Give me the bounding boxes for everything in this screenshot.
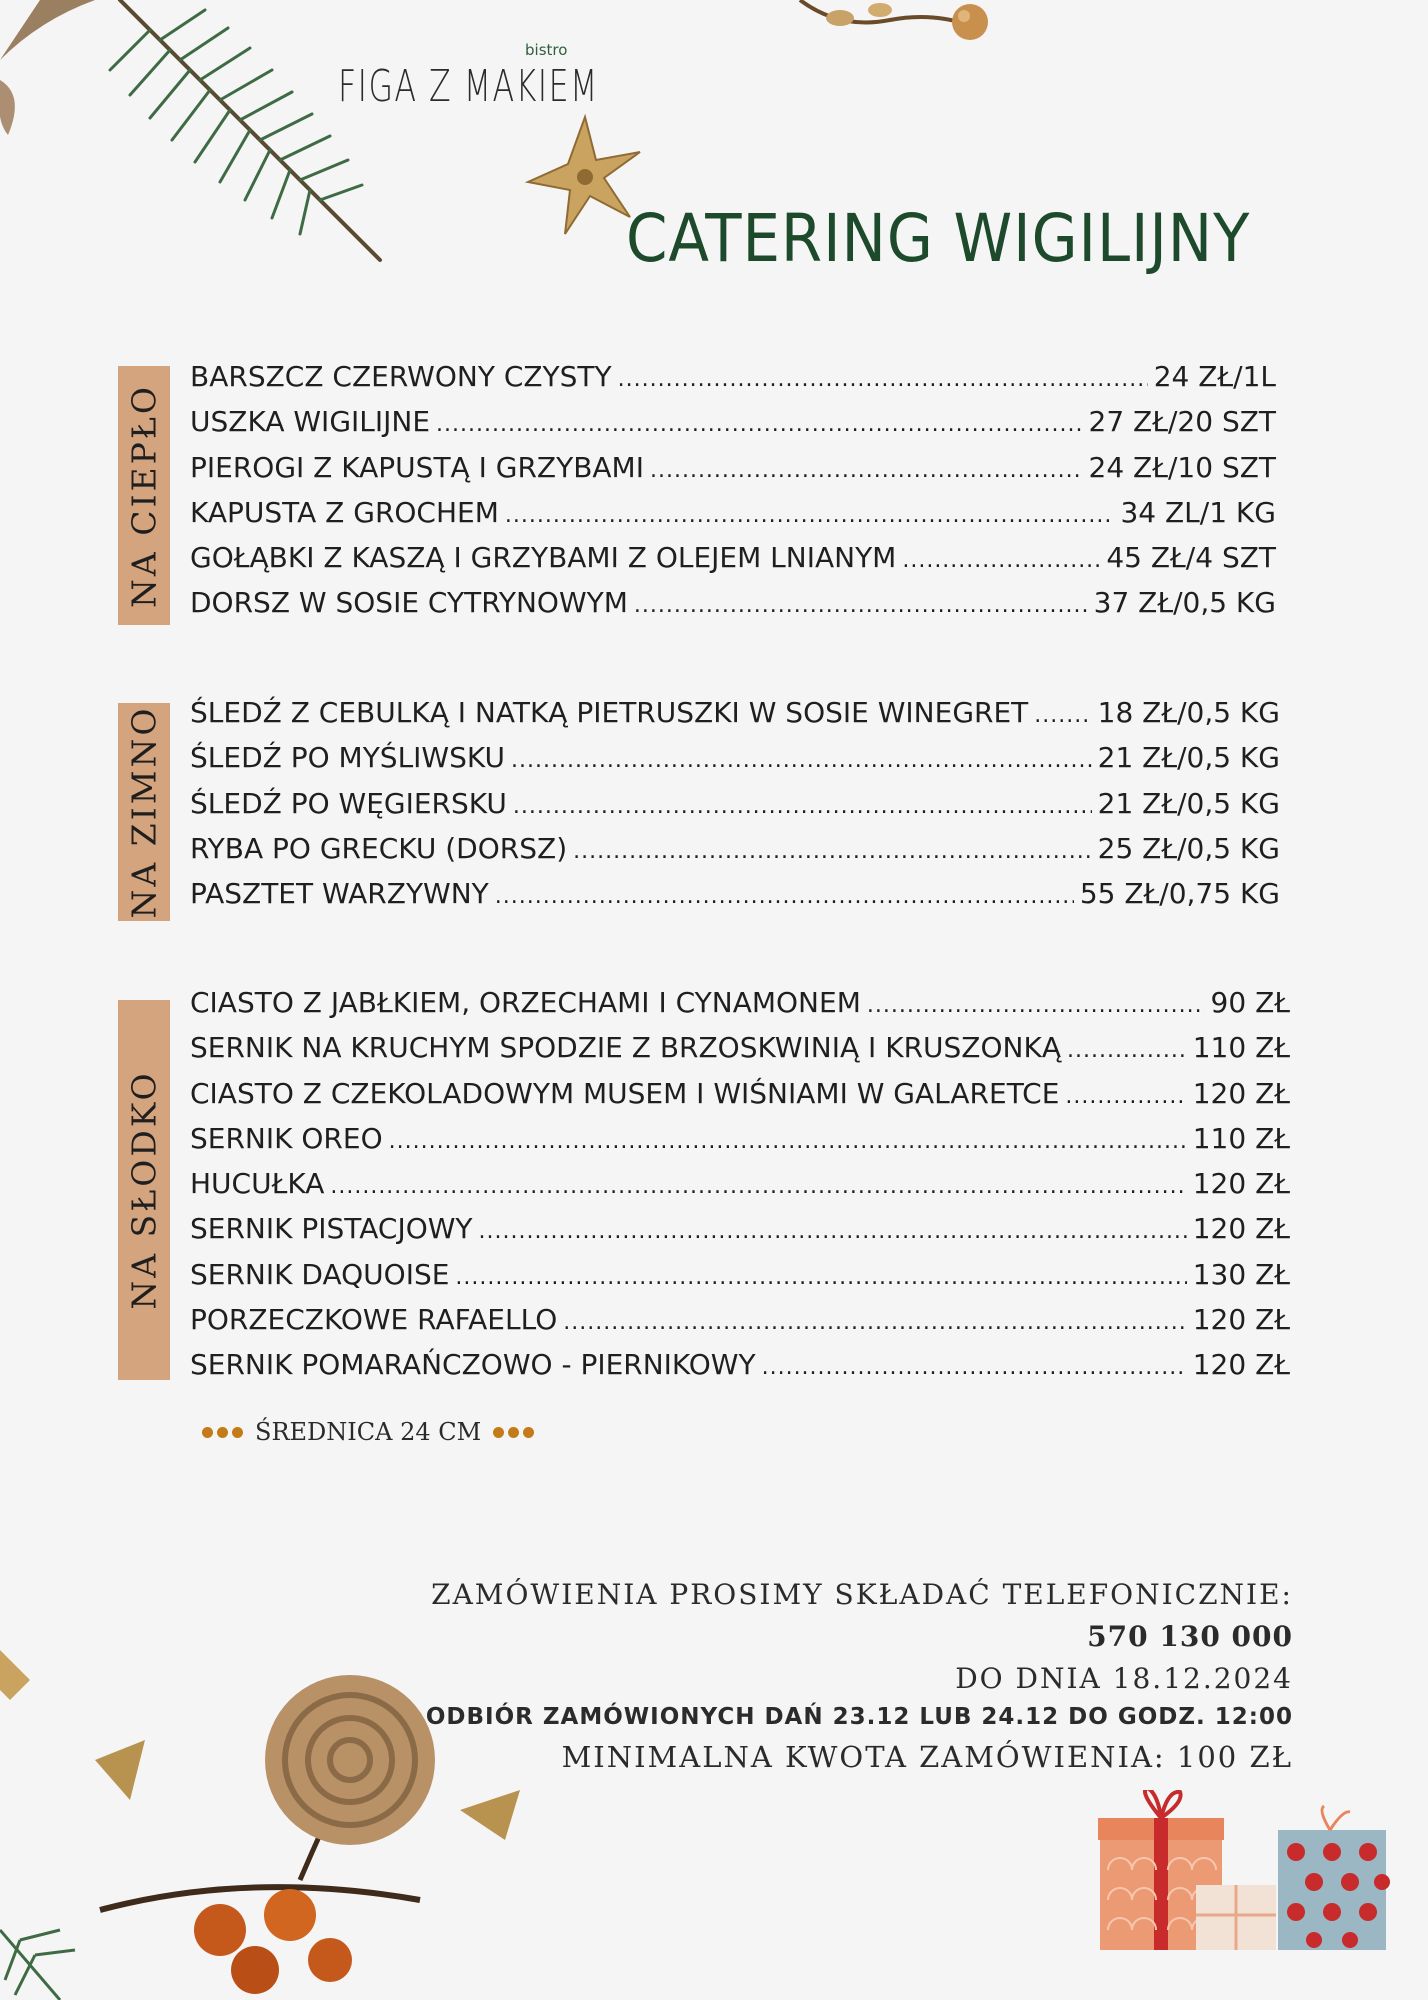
menu-item-price: 25 ZŁ/0,5 KG [1097,831,1280,865]
menu-item-price: 120 ZŁ [1192,1167,1290,1201]
dots-decoration-left [202,1427,243,1438]
menu-item-name: SERNIK NA KRUCHYM SPODZIE Z BRZOSKWINIĄ I KRUSZONKĄ [190,1031,1061,1065]
menu-item [190,1122,1290,1167]
menu-item-price: 130 ZŁ [1192,1257,1290,1291]
menu-item [190,832,1280,877]
dots-decoration-right [493,1427,534,1438]
menu-item-name: CIASTO Z JABŁKIEM, ORZECHAMI I CYNAMONEM [190,986,861,1019]
menu-item-price: 24 ZŁ/10 SZT [1088,450,1276,484]
menu-item-price: 55 ZŁ/0,75 KG [1079,877,1280,911]
menu-item-name: PORZECZKOWE RAFAELLO [190,1303,558,1337]
menu-item-price: 27 ZŁ/20 SZT [1088,405,1276,439]
gift-boxes-icon [1098,1790,1398,2000]
menu-item [190,1167,1290,1212]
menu-item [190,696,1280,741]
menu-item-name: SERNIK OREO [190,1121,383,1155]
menu-item-price: 120 ZŁ [1192,1303,1290,1337]
menu-item-name: CIASTO Z CZEKOLADOWYM MUSEM I WIŚNIAMI W GALARETCE [190,1076,1060,1110]
menu-item [190,1077,1290,1122]
menu-item [190,360,1276,405]
menu-item [190,1348,1290,1393]
section-label-cold: NA ZIMNO [118,703,170,921]
menu-item-name: GOŁĄBKI Z KASZĄ I GRZYBAMI Z OLEJEM LNIANYM [190,541,897,575]
menu-item-price: 90 ZŁ [1210,986,1290,1019]
menu-item-name: ŚLEDŹ Z CEBULKĄ I NATKĄ PIETRUSZKI W SOSIE WINEGRET [190,696,1029,729]
menu-item-price: 120 ZŁ [1192,1212,1290,1246]
section-sweet-list [190,986,1290,1394]
menu-item [190,405,1276,450]
menu-item-name: ŚLEDŹ PO MYŚLIWSKU [190,741,505,775]
menu-item-name: ŚLEDŹ PO WĘGIERSKU [190,786,507,820]
menu-item-name: SERNIK DAQUOISE [190,1257,450,1291]
menu-item [190,1212,1290,1257]
menu-item-price: 110 ZŁ [1192,1121,1290,1155]
menu-item [190,586,1276,631]
menu-item-price: 21 ZŁ/0,5 KG [1097,741,1280,775]
menu-item [190,1031,1290,1076]
menu-item-name: PIEROGI Z KAPUSTĄ I GRZYBAMI [190,450,644,484]
menu-item [190,1258,1290,1303]
menu-item-price: 34 ZL/1 KG [1120,495,1276,529]
page-title: CATERING WIGILIJNY [626,200,1251,277]
menu-item [190,451,1276,496]
section-hot-list [190,360,1276,632]
golden-twig-icon [780,0,1000,60]
minimum-order: MINIMALNA KWOTA ZAMÓWIENIA: 100 ZŁ [561,1740,1293,1774]
menu-item-price: 120 ZŁ [1192,1348,1290,1382]
menu-item-price: 110 ZŁ [1192,1031,1290,1065]
menu-item-price: 18 ZŁ/0,5 KG [1097,696,1280,729]
menu-item-price: 24 ZŁ/1L [1153,360,1276,393]
pickup-info: ODBIÓR ZAMÓWIONYCH DAŃ 23.12 LUB 24.12 DO GODZ. 12:00 [425,1704,1293,1730]
menu-item-price: 37 ZŁ/0,5 KG [1093,586,1276,620]
section-label-sweet: NA SŁODKO [118,1000,170,1380]
fir-branch-top-icon [0,0,420,280]
menu-item-name: DORSZ W SOSIE CYTRYNOWYM [190,586,628,620]
menu-item-price: 45 ZŁ/4 SZT [1106,541,1276,575]
logo-subtitle: bistro [525,41,568,59]
size-note [190,1418,546,1446]
size-note-text: ŚREDNICA 24 CM [255,1418,482,1446]
bistro-logo [338,41,599,125]
menu-item-name: SERNIK PISTACJOWY [190,1212,473,1246]
menu-item [190,496,1276,541]
menu-item [190,986,1290,1031]
phone-number: 570 130 000 [1087,1620,1293,1653]
menu-item [190,1303,1290,1348]
menu-item [190,787,1280,832]
order-deadline: DO DNIA 18.12.2024 [955,1662,1293,1695]
menu-item-price: 120 ZŁ [1192,1076,1290,1110]
logo-text: FIGA Z MAKIEM [338,61,599,112]
menu-item-name: SERNIK POMARAŃCZOWO - PIERNIKOWY [190,1348,756,1382]
menu-item-name: KAPUSTA Z GROCHEM [190,495,499,529]
menu-item-name: BARSZCZ CZERWONY CZYSTY [190,360,612,393]
section-cold-list [190,696,1280,922]
order-instructions: ZAMÓWIENIA PROSIMY SKŁADAĆ TELEFONICZNIE: [431,1578,1293,1611]
menu-item [190,541,1276,586]
menu-item-name: RYBA PO GRECKU (DORSZ) [190,831,568,865]
menu-item-name: PASZTET WARZYWNY [190,877,489,911]
section-label-hot: NA CIEPŁO [118,366,170,625]
menu-item-name: USZKA WIGILIJNE [190,405,431,439]
menu-item-name: HUCUŁKA [190,1167,325,1201]
christmas-ornaments-icon [0,1610,560,2000]
menu-item-price: 21 ZŁ/0,5 KG [1097,786,1280,820]
menu-item [190,741,1280,786]
menu-item [190,877,1280,922]
